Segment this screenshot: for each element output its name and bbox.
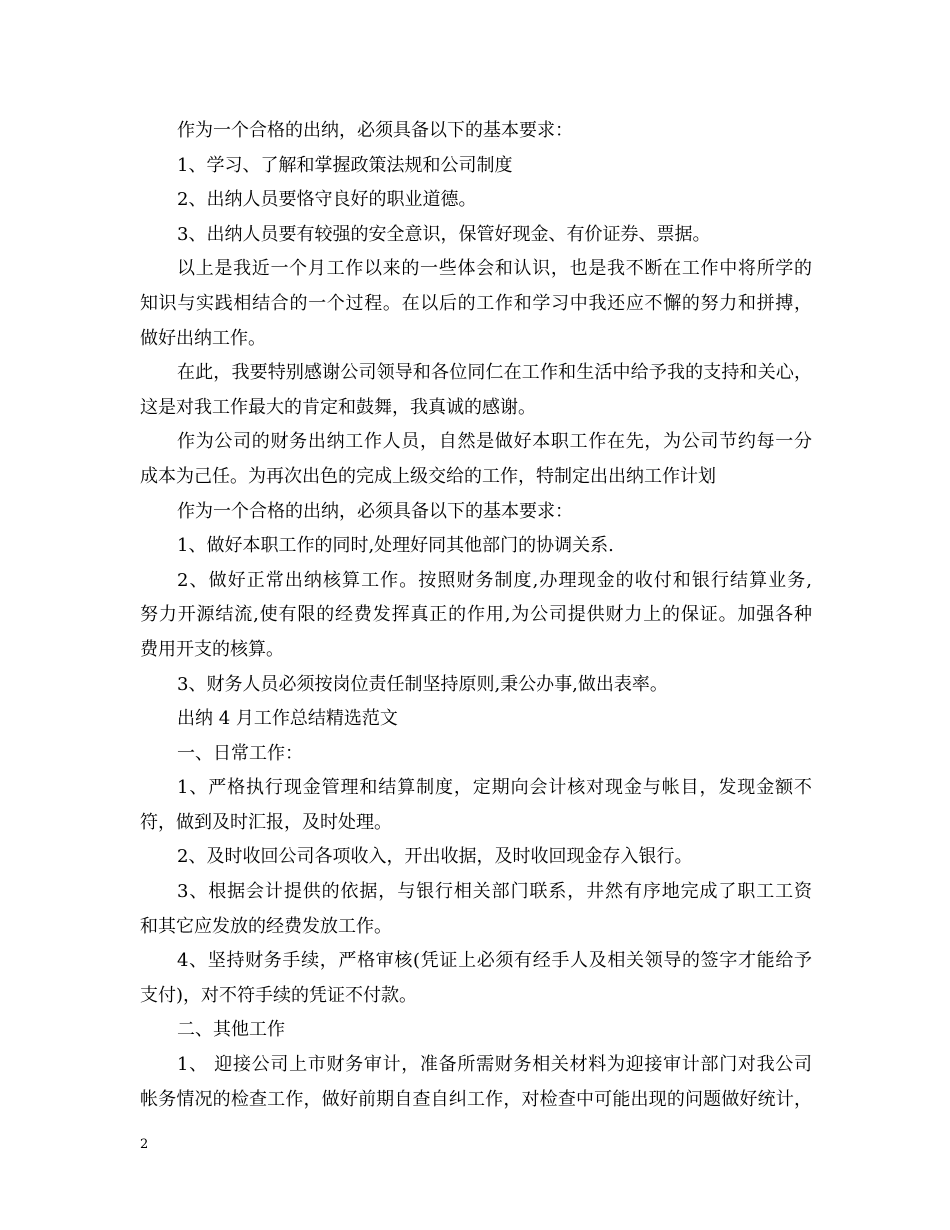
text-line: 3、财务人员必须按岗位责任制坚持原则,秉公办事,做出表率。 bbox=[177, 673, 668, 695]
text-line: 作为公司的财务出纳工作人员，自然是做好本职工作在先，为公司节约每一分 bbox=[177, 431, 812, 453]
text-line: 做好出纳工作。 bbox=[140, 327, 266, 349]
text-line: 3、出纳人员要有较强的安全意识，保管好现金、有价证券、票据。 bbox=[177, 223, 711, 245]
text-line: 作为一个合格的出纳，必须具备以下的基本要求： bbox=[177, 120, 573, 141]
text-line: 2、做好正常出纳核算工作。按照财务制度,办理现金的收付和银行结算业务, bbox=[177, 569, 812, 591]
text-line: 出纳 4 月工作总结精选范文 bbox=[177, 708, 398, 730]
text-line: 一、日常工作： bbox=[177, 742, 303, 764]
text-line: 1、做好本职工作的同时,处理好同其他部门的协调关系. bbox=[177, 535, 614, 557]
page-number: 2 bbox=[140, 1137, 149, 1152]
text-line: 以上是我近一个月工作以来的一些体会和认识，也是我不断在工作中将所学的 bbox=[177, 258, 812, 280]
text-line: 知识与实践相结合的一个过程。在以后的工作和学习中我还应不懈的努力和拼搏， bbox=[140, 292, 812, 314]
text-line: 和其它应发放的经费发放工作。 bbox=[140, 915, 392, 937]
text-line: 作为一个合格的出纳，必须具备以下的基本要求： bbox=[177, 500, 573, 522]
text-line: 成本为己任。为再次出色的完成上级交给的工作，特制定出出纳工作计划 bbox=[140, 465, 716, 487]
text-line: 二、其他工作 bbox=[177, 1019, 285, 1041]
text-line: 帐务情况的检查工作，做好前期自查自纠工作，对检查中可能出现的问题做好统计， bbox=[140, 1088, 812, 1110]
text-line: 努力开源结流,使有限的经费发挥真正的作用,为公司提供财力上的保证。加强各种 bbox=[140, 604, 812, 626]
document-body bbox=[140, 114, 812, 1117]
text-line: 支付)，对不符手续的凭证不付款。 bbox=[140, 984, 418, 1006]
text-line: 2、及时收回公司各项收入，开出收据，及时收回现金存入银行。 bbox=[177, 846, 693, 868]
text-line: 2、出纳人员要恪守良好的职业道德。 bbox=[177, 189, 477, 211]
text-line: 1、严格执行现金管理和结算制度，定期向会计核对现金与帐目，发现金额不 bbox=[177, 777, 812, 799]
text-line: 1、 迎接公司上市财务审计，准备所需财务相关材料为迎接审计部门对我公司 bbox=[177, 1054, 812, 1076]
text-line: 3、根据会计提供的依据，与银行相关部门联系，井然有序地完成了职工工资 bbox=[177, 881, 812, 903]
text-line: 在此，我要特别感谢公司领导和各位同仁在工作和生活中给予我的支持和关心， bbox=[177, 362, 812, 384]
text-line: 1、学习、了解和掌握政策法规和公司制度 bbox=[177, 154, 513, 176]
text-line: 费用开支的核算。 bbox=[140, 638, 284, 660]
text-line: 这是对我工作最大的肯定和鼓舞，我真诚的感谢。 bbox=[140, 396, 536, 418]
text-line: 4、坚持财务手续，严格审核(凭证上必须有经手人及相关领导的签字才能给予 bbox=[177, 950, 812, 972]
text-line: 符，做到及时汇报，及时处理。 bbox=[140, 811, 392, 833]
